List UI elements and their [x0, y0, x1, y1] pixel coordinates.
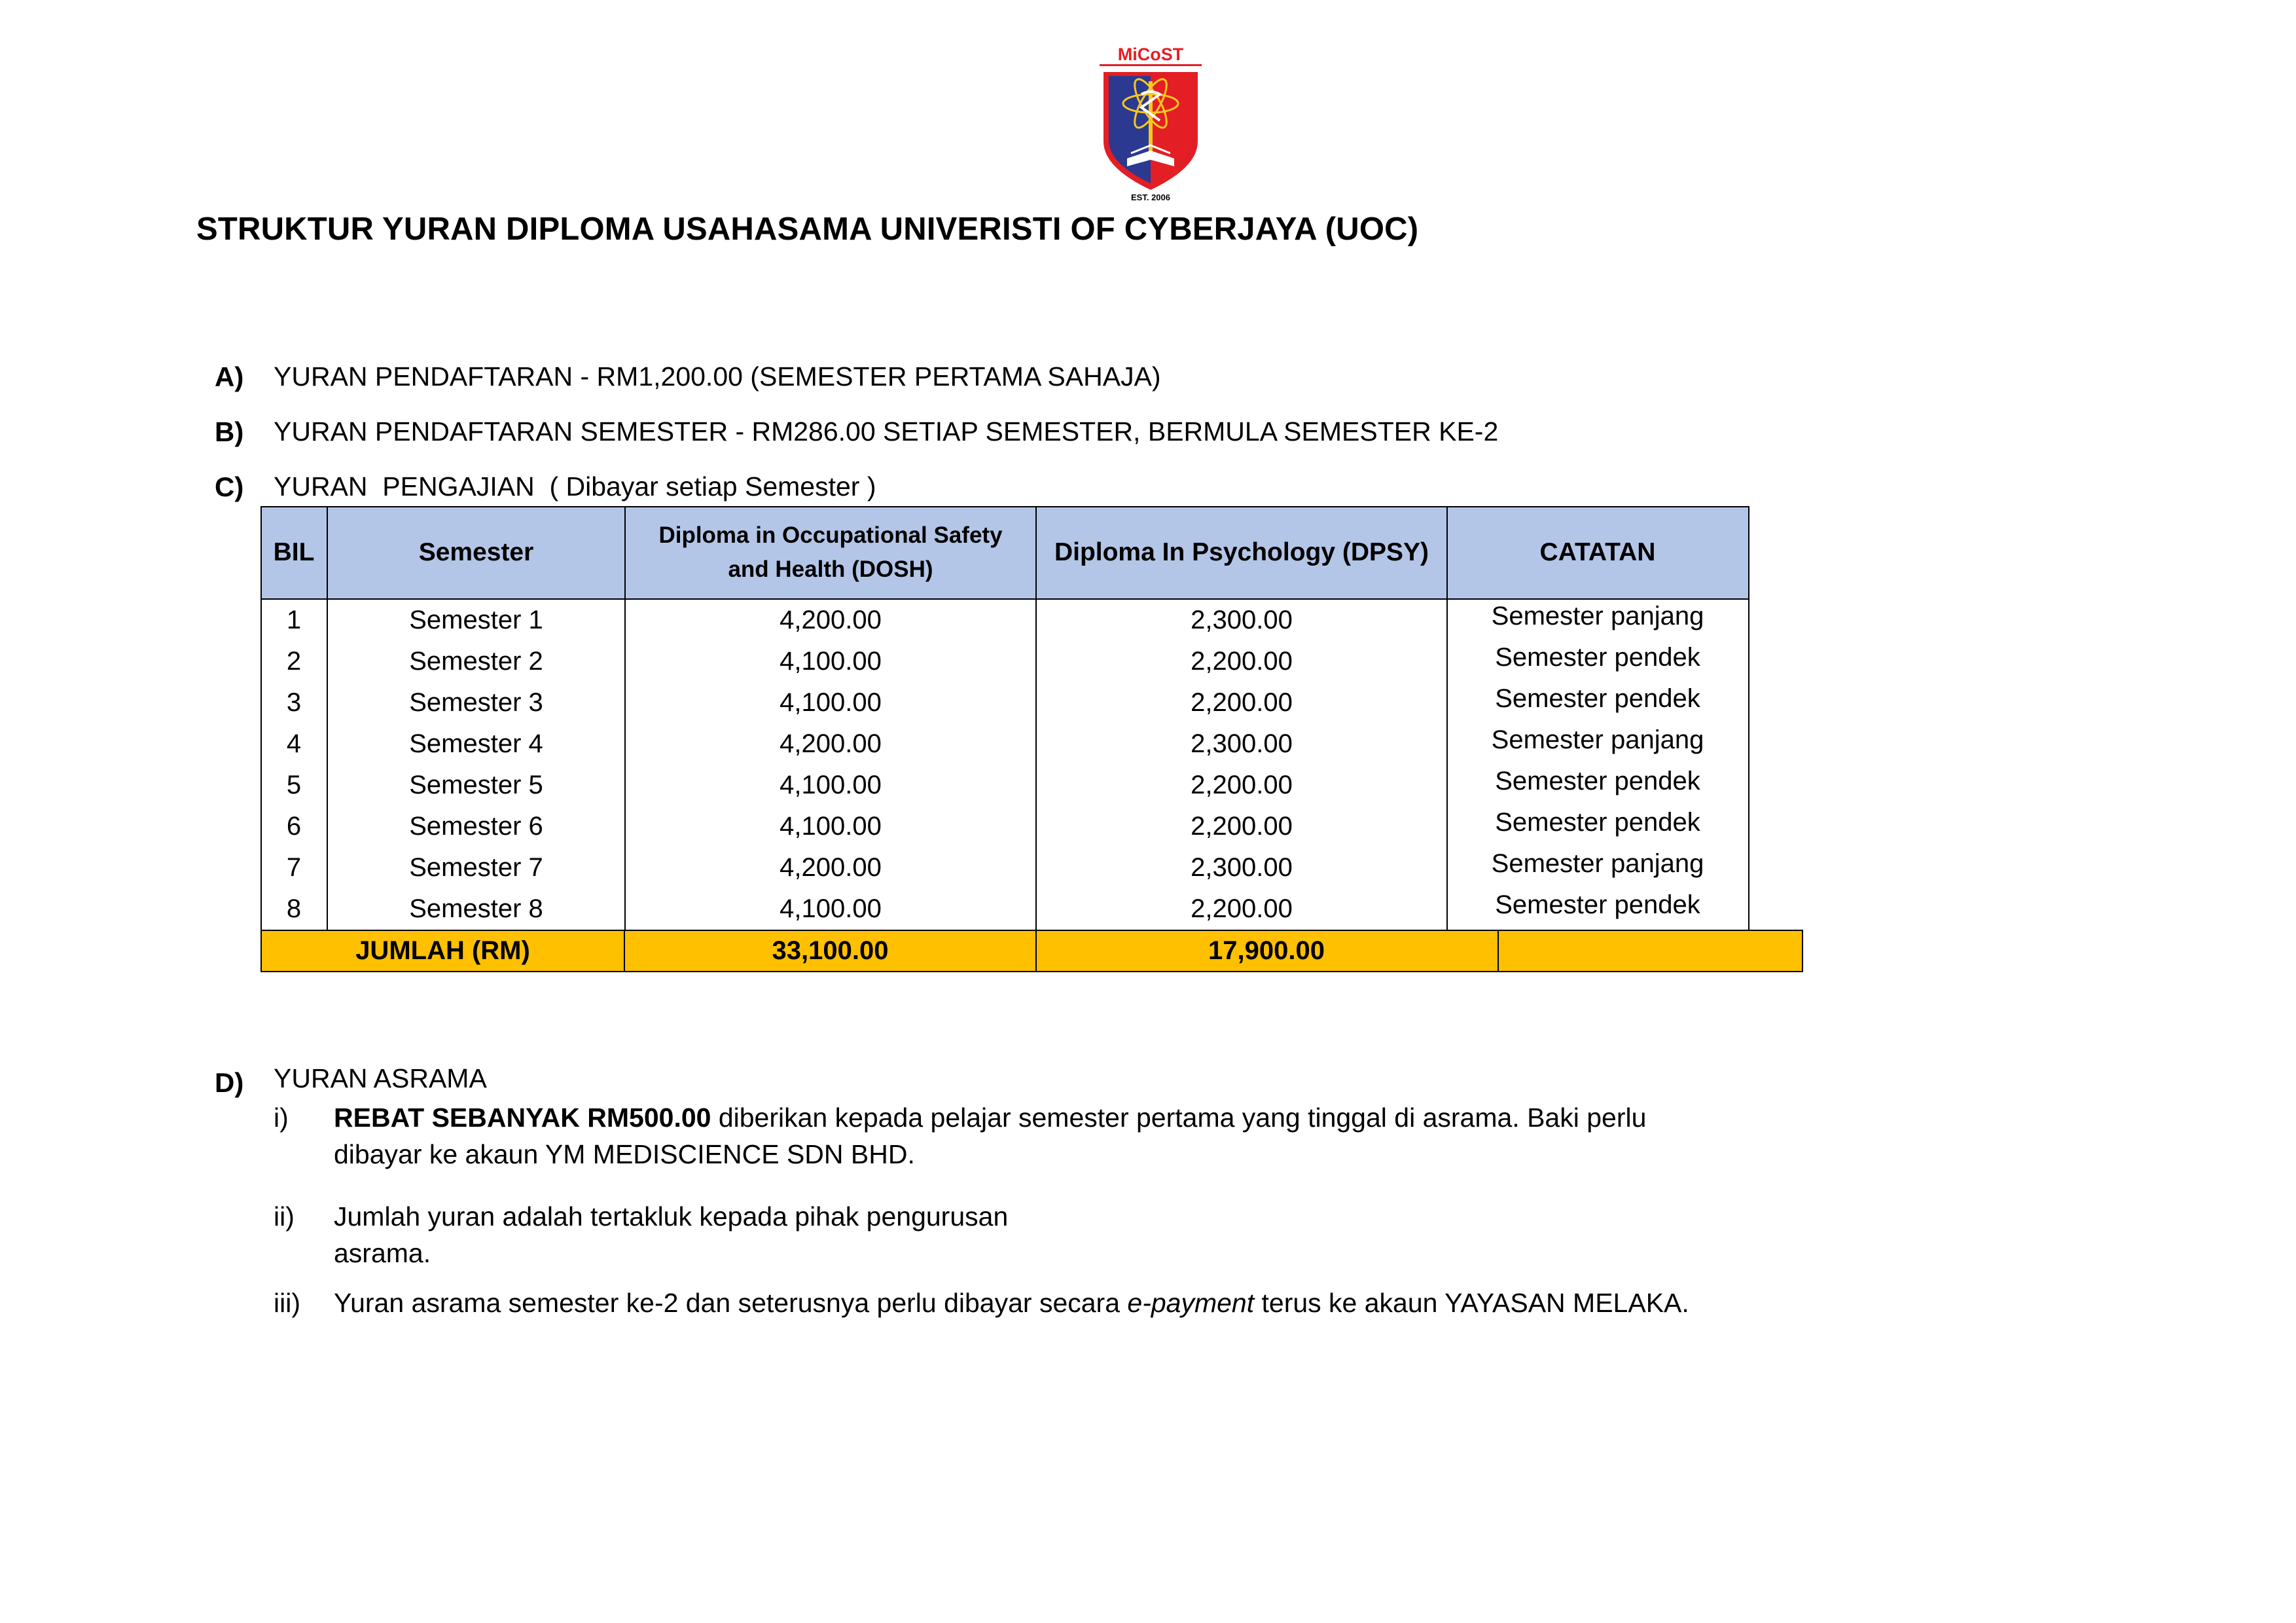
header-semester: Semester: [327, 506, 625, 599]
cell-catatan: Semester pendek: [1495, 767, 1700, 795]
header-dosh-line2: and Health (DOSH): [728, 556, 933, 582]
cell-semester: Semester 3: [409, 688, 543, 717]
hostel-item-2-line1: Jumlah yuran adalah tertakluk kepada pihak pengurusan: [334, 1201, 1009, 1231]
cell-bil: 4: [286, 729, 302, 758]
section-d-letter: D): [215, 1067, 244, 1098]
header-dosh-line1: Diploma in Occupational Safety: [658, 522, 1003, 548]
hostel-item-3-before: Yuran asrama semester ke-2 dan seterusnya perlu dibayar secara: [334, 1288, 1128, 1318]
section-c-letter: C): [215, 471, 244, 502]
cell-semester: Semester 7: [409, 853, 543, 882]
cell-bil: 1: [286, 606, 302, 634]
cell-dosh: 4,200.00: [780, 606, 882, 634]
cell-semester: Semester 1: [409, 606, 543, 634]
cell-bil: 3: [286, 688, 302, 717]
section-a-text: YURAN PENDAFTARAN - RM1,200.00 (SEMESTER PERTAMA SAHAJA): [274, 361, 1161, 392]
header-dosh: [625, 506, 1036, 599]
cell-catatan: Semester pendek: [1495, 808, 1700, 837]
header-catatan: CATATAN: [1447, 506, 1748, 599]
hostel-item-1-rest: diberikan kepada pelajar semester pertama yang tinggal di asrama. Baki perlu: [711, 1103, 1647, 1133]
hostel-item-1: [334, 1099, 1646, 1136]
cell-dosh: 4,100.00: [780, 894, 882, 923]
cell-dpsy: 2,300.00: [1191, 729, 1293, 758]
logo-brand-text: MiCoST: [1117, 45, 1184, 64]
page-title: STRUKTUR YURAN DIPLOMA USAHASAMA UNIVERISTI OF CYBERJAYA (UOC): [196, 211, 1419, 247]
cell-dosh: 4,100.00: [780, 647, 882, 676]
cell-semester: Semester 4: [409, 729, 543, 758]
hostel-item-3-after: terus ke akaun YAYASAN MELAKA.: [1254, 1288, 1689, 1318]
total-dpsy: 17,900.00: [1208, 936, 1325, 965]
cell-dosh: 4,200.00: [780, 729, 882, 758]
cell-semester: Semester 2: [409, 647, 543, 676]
cell-bil: 6: [286, 812, 302, 841]
cell-dpsy: 2,300.00: [1191, 853, 1293, 882]
cell-catatan: Semester panjang: [1491, 849, 1704, 878]
cell-dosh: 4,100.00: [780, 812, 882, 841]
micost-logo: [1097, 43, 1204, 202]
cell-dosh: 4,100.00: [780, 771, 882, 799]
total-dosh: 33,100.00: [624, 930, 1037, 972]
header-bil: BIL: [260, 506, 327, 599]
section-b-letter: B): [215, 416, 244, 447]
cell-dosh: 4,100.00: [780, 688, 882, 717]
cell-semester: Semester 5: [409, 771, 543, 799]
cell-dpsy: 2,200.00: [1191, 771, 1293, 799]
fee-table: [260, 506, 1803, 972]
cell-dosh: 4,200.00: [780, 853, 882, 882]
cell-semester: Semester 6: [409, 812, 543, 841]
cell-bil: 7: [286, 853, 302, 882]
cell-catatan: Semester panjang: [1491, 725, 1704, 754]
cell-catatan: Semester pendek: [1495, 684, 1700, 713]
hostel-item-2-line2: asrama.: [334, 1238, 431, 1268]
cell-catatan: Semester pendek: [1495, 890, 1700, 919]
cell-dpsy: 2,200.00: [1191, 894, 1293, 923]
cell-bil: 5: [286, 771, 302, 799]
hostel-item-1-bold: REBAT SEBANYAK RM500.00: [334, 1103, 711, 1133]
logo-underline: [1100, 64, 1202, 66]
cell-bil: 2: [286, 647, 302, 676]
header-dpsy: Diploma In Psychology (DPSY): [1036, 506, 1447, 599]
cell-dpsy: 2,200.00: [1191, 647, 1293, 676]
cell-catatan: Semester pendek: [1495, 643, 1700, 672]
cell-dpsy: 2,300.00: [1191, 606, 1293, 634]
hostel-item-2-num: ii): [274, 1201, 295, 1231]
logo-est-text: EST. 2006: [1131, 192, 1170, 202]
section-a-letter: A): [215, 361, 244, 392]
cell-semester: Semester 8: [409, 894, 543, 923]
section-d-text: YURAN ASRAMA: [274, 1063, 487, 1093]
cell-dpsy: 2,200.00: [1191, 688, 1293, 717]
cell-bil: 8: [286, 894, 302, 923]
cell-catatan: Semester panjang: [1491, 602, 1704, 630]
section-b-text: YURAN PENDAFTARAN SEMESTER - RM286.00 SETIAP SEMESTER, BERMULA SEMESTER KE-2: [274, 416, 1499, 447]
cell-dpsy: 2,200.00: [1191, 812, 1293, 841]
hostel-item-3-num: iii): [274, 1288, 300, 1318]
hostel-item-3: [334, 1285, 1689, 1321]
hostel-item-3-italic: e-payment: [1127, 1288, 1255, 1318]
total-label: JUMLAH (RM): [260, 930, 625, 972]
hostel-item-1-line2: dibayar ke akaun YM MEDISCIENCE SDN BHD.: [334, 1139, 915, 1169]
hostel-item-1-num: i): [274, 1103, 289, 1133]
section-c-text: YURAN PENGAJIAN ( Dibayar setiap Semester ): [274, 471, 876, 501]
